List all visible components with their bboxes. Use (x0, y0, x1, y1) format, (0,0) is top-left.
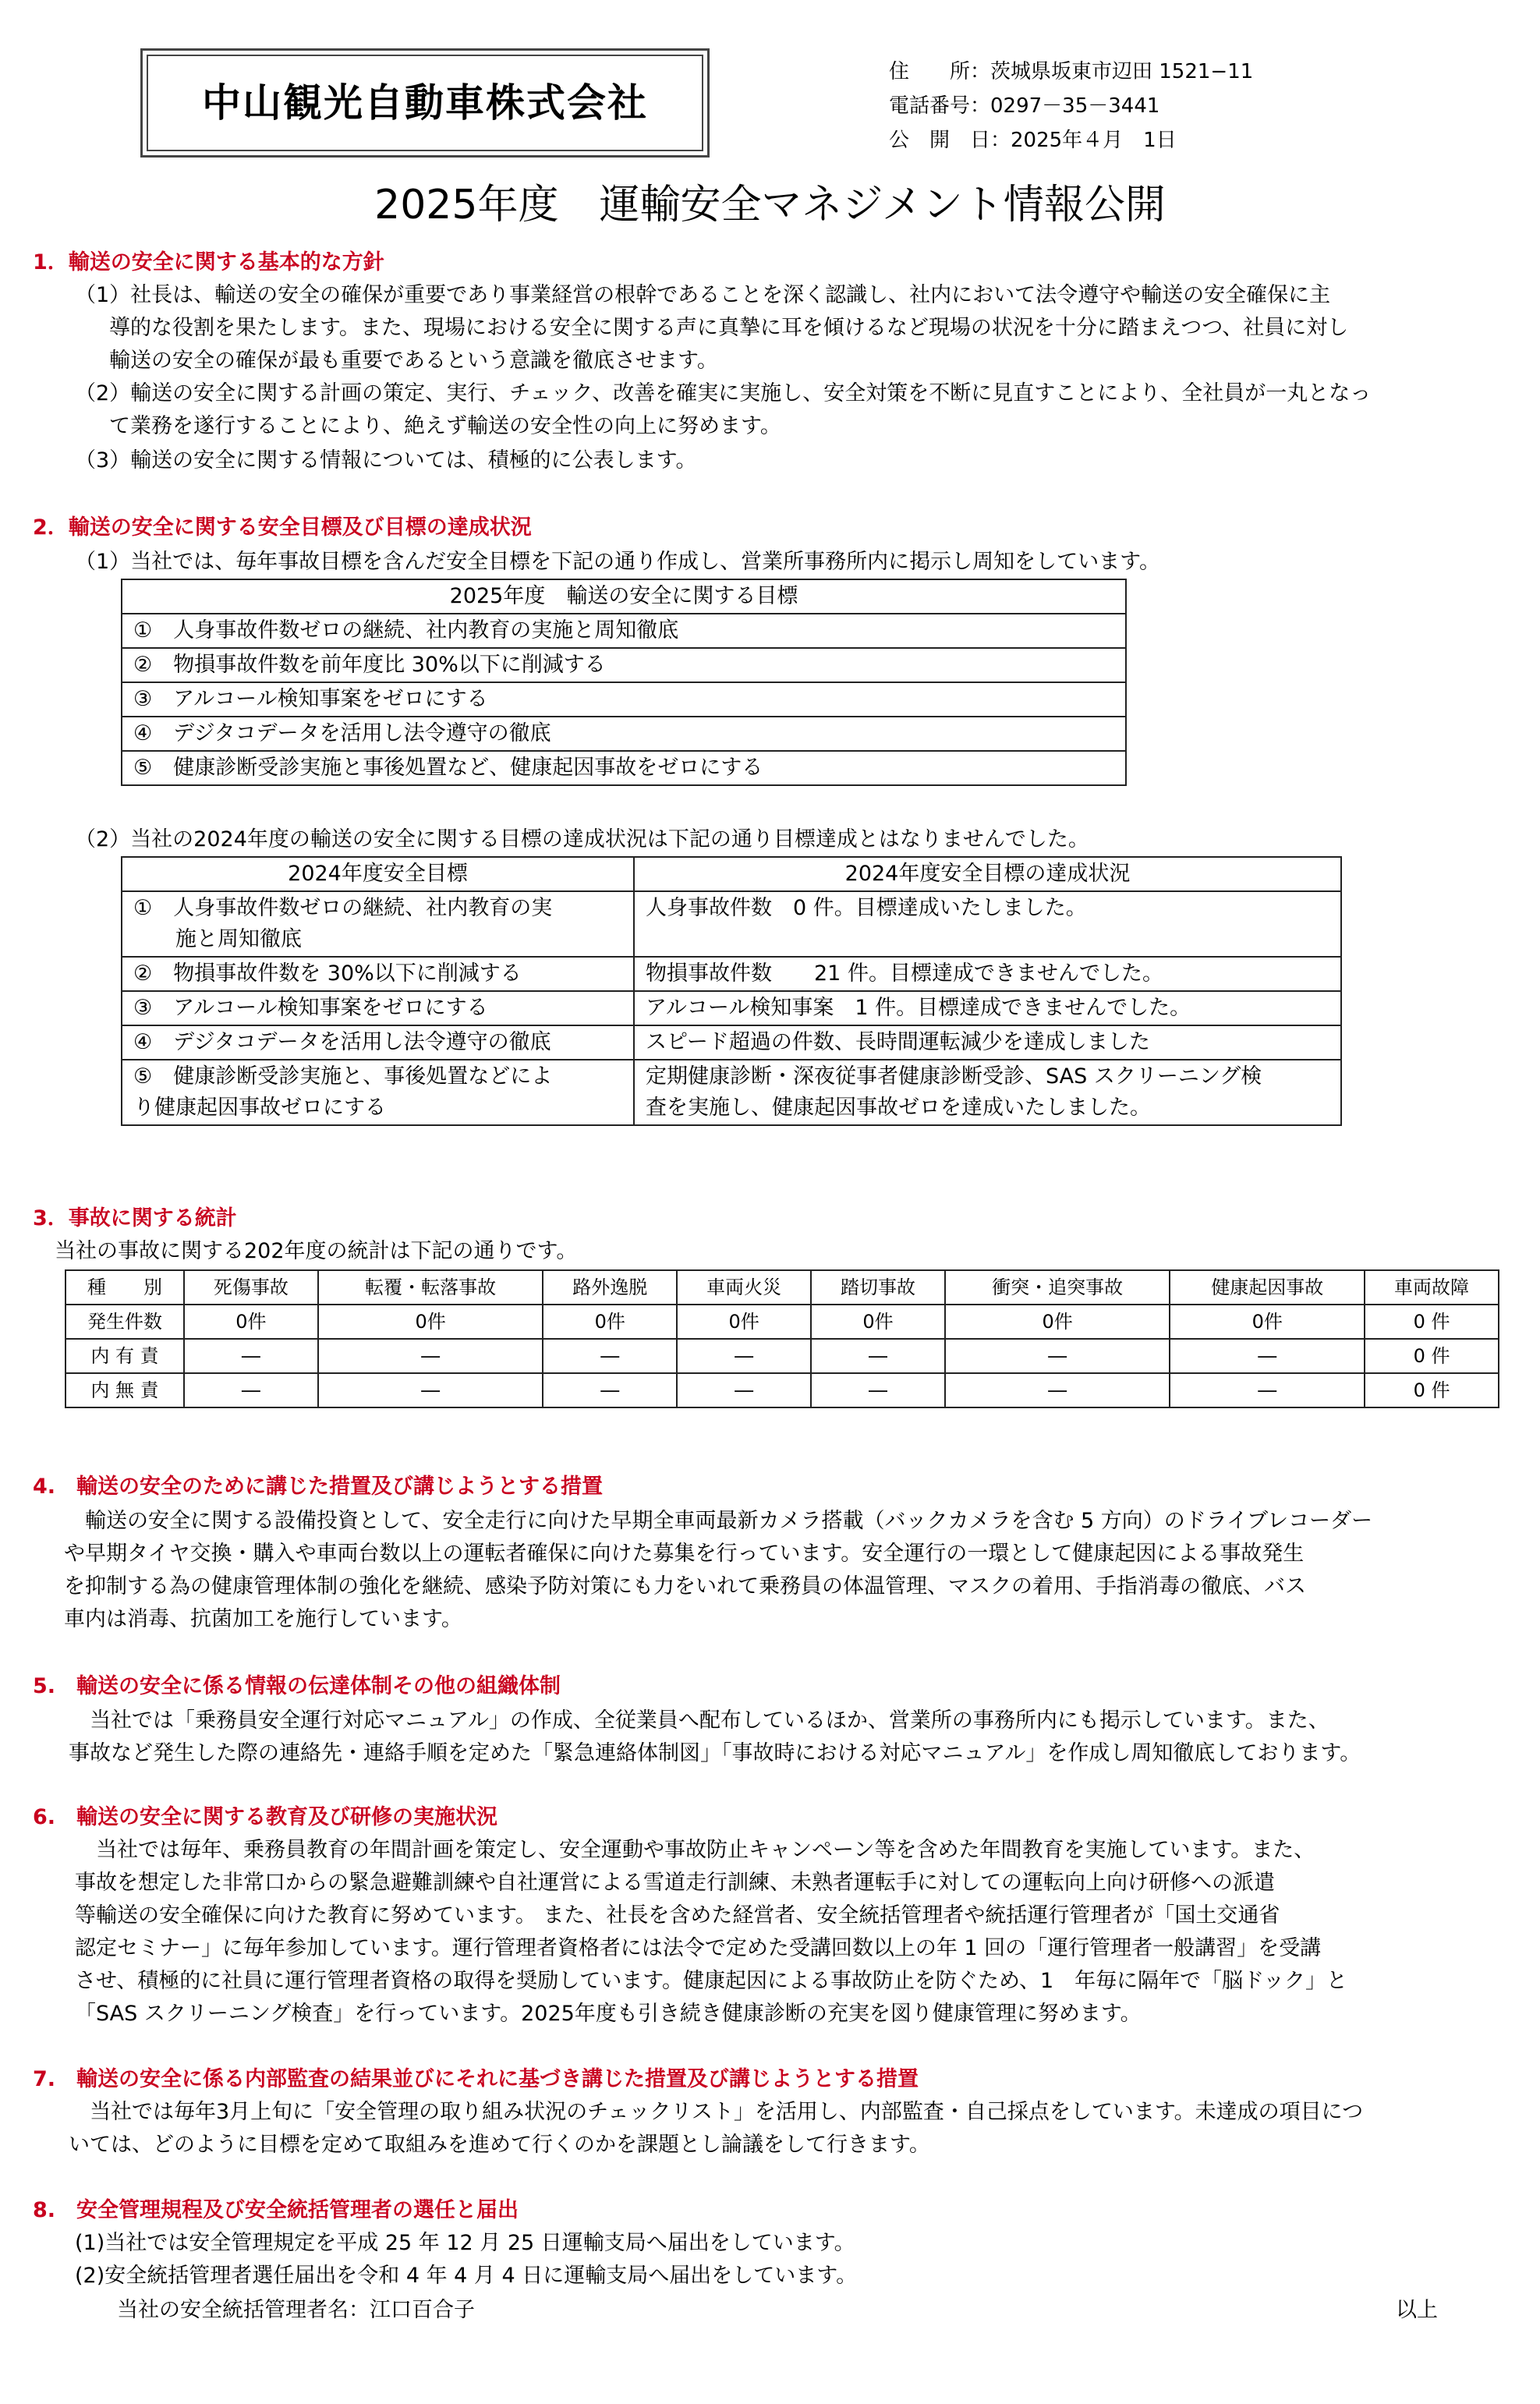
status-result-text: 定期健康診断・深夜従事者健康診断受診、SAS スクリーニング検 (646, 1064, 1262, 1089)
s2-intro-1: （1）当社では、毎年事故目標を含んだ安全目標を下記の通り作成し、営業所事務所内に掲示し周知をしています。 (75, 550, 1161, 574)
s4-line: を抑制する為の健康管理体制の強化を継続、感染予防対策にも力をいれて乗務員の体温管理、マスクの着用、手指消毒の徹底、バス (64, 1574, 1306, 1599)
stats-cell: ― (945, 1339, 1170, 1373)
closing-mark: 以上 (1396, 2298, 1438, 2322)
goals-table-header: 2025年度 輸送の安全に関する目標 (122, 579, 1126, 614)
stats-col-header: 死傷事故 (184, 1270, 318, 1305)
section-3-heading: 3．事故に関する統計 (33, 1206, 237, 1230)
s8-line: (1)当社では安全管理規定を平成 25 年 12 月 25 日運輸支局へ届出をしています。 (75, 2231, 855, 2255)
stats-cell: 発生件数 (65, 1305, 184, 1339)
goal-row: ④ デジタコデータを活用し法令遵守の徹底 (122, 717, 1126, 751)
status-header-result: 2024年度安全目標の達成状況 (634, 857, 1341, 891)
s6-line: 「SAS スクリーニング検査」を行っています。2025年度も引き続き健康診断の充実を図り健康管理に努めます。 (75, 2002, 1142, 2026)
status-goal-text: 施と周知徹底 (133, 927, 302, 951)
s6-line: 等輸送の安全確保に向けた教育に努めています。 また、社長を含めた経営者、安全統括管理者や統括運行管理者が「国土交通省 (75, 1903, 1280, 1928)
s7-line: 当社では毎年3月上旬に「安全管理の取り組み状況のチェックリスト」を活用し、内部監査・自己採点をしています。未達成の項目につ (69, 2100, 1364, 2124)
stats-cell: ― (811, 1339, 945, 1373)
status-goal-text: ① 人身事故件数ゼロの継続、社内教育の実 (133, 896, 553, 920)
s6-line: 当社では毎年、乗務員教育の年間計画を策定し、安全運動や事故防止キャンペーン等を含めた年間教育を実施しています。また、 (75, 1838, 1315, 1862)
goal-row: ⑤ 健康診断受診実施と事後処置など、健康起因事故をゼロにする (122, 751, 1126, 785)
stats-cell: 0 件 (1365, 1339, 1499, 1373)
section-2-heading: 2．輸送の安全に関する安全目標及び目標の達成状況 (33, 515, 532, 540)
stats-col-header: 健康起因事故 (1170, 1270, 1365, 1305)
status-row (122, 891, 1341, 957)
s1-line: 輸送の安全の確保が最も重要であるという意識を徹底させます。 (109, 349, 718, 373)
section-6-heading: 6. 輸送の安全に関する教育及び研修の実施状況 (33, 1805, 498, 1829)
stats-cell: ― (945, 1373, 1170, 1407)
status-goal-text: ④ デジタコデータを活用し法令遵守の徹底 (122, 1025, 634, 1060)
stats-col-header: 種 別 (65, 1270, 184, 1305)
stats-row (65, 1373, 1499, 1407)
header-info (889, 55, 1253, 158)
section-7-heading: 7. 輸送の安全に係る内部監査の結果並びにそれに基づき講じた措置及び講じようとする措置 (33, 2067, 919, 2091)
section-8-heading: 8. 安全管理規程及び安全統括管理者の選任と届出 (33, 2198, 519, 2222)
stats-col-header: 踏切事故 (811, 1270, 945, 1305)
s5-line: 事故など発生した際の連絡先・連絡手順を定めた「緊急連絡体制図」「事故時における対応マニュアル」を作成し周知徹底しております。 (69, 1741, 1361, 1765)
s1-line: （1）社長は、輸送の安全の確保が重要であり事業経営の根幹であることを深く認識し、社内において法令遵守や輸送の安全確保に主 (75, 283, 1331, 307)
stats-cell: ― (318, 1339, 543, 1373)
status-goal-text: ② 物損事故件数を 30%以下に削減する (122, 957, 634, 991)
s1-line: （2）輸送の安全に関する計画の策定、実行、チェック、改善を確実に実施し、安全対策を不断に見直すことにより、全社員が一丸となっ (75, 381, 1372, 405)
section-4-heading: 4. 輸送の安全のために講じた措置及び講じようとする措置 (33, 1475, 604, 1499)
stats-cell: 0 件 (1365, 1305, 1499, 1339)
section-1-heading: 1．輸送の安全に関する基本的な方針 (33, 250, 384, 274)
status-result-text: スピード超過の件数、長時間運転減少を達成しました (634, 1025, 1341, 1060)
goal-row: ① 人身事故件数ゼロの継続、社内教育の実施と周知徹底 (122, 614, 1126, 648)
stats-cell: ― (1170, 1339, 1365, 1373)
stats-cell: ― (543, 1373, 677, 1407)
s6-line: 事故を想定した非常口からの緊急避難訓練や自社運営による雪道走行訓練、未熟者運転手に対しての運転向上向け研修への派遣 (75, 1871, 1275, 1895)
s1-line: て業務を遂行することにより、絶えず輸送の安全性の向上に努めます。 (109, 414, 781, 438)
address-line: 住 所：茨城県坂東市辺田 1521−11 (889, 60, 1254, 83)
accident-statistics-table (65, 1269, 1499, 1408)
status-row (122, 1060, 1341, 1125)
stats-col-header: 車両故障 (1365, 1270, 1499, 1305)
stats-cell: 0件 (811, 1305, 945, 1339)
goals-2024-status-table (121, 856, 1342, 1126)
stats-cell: ― (1170, 1373, 1365, 1407)
company-name-box (140, 48, 710, 158)
stats-col-header: 路外逸脱 (543, 1270, 677, 1305)
status-goal-text: り健康起因事故ゼロにする (133, 1096, 386, 1120)
status-header-goal: 2024年度安全目標 (122, 857, 634, 891)
stats-col-header: 転覆・転落事故 (318, 1270, 543, 1305)
stats-cell: ― (543, 1339, 677, 1373)
s4-line: や早期タイヤ交換・購入や車両台数以上の運転者確保に向けた募集を行っています。安全運行の一環として健康起因による事故発生 (64, 1542, 1305, 1566)
status-result-text: 物損事故件数 21 件。目標達成できませんでした。 (634, 957, 1341, 991)
status-result-text: 人身事故件数 0 件。目標達成いたしました。 (646, 896, 1087, 920)
section-5-heading: 5. 輸送の安全に係る情報の伝達体制その他の組織体制 (33, 1674, 561, 1698)
s6-line: させ、積極的に社員に運行管理者資格の取得を奨励しています。健康起因による事故防止を防ぐため、1 年毎に隔年で「脳ドック」と (75, 1969, 1348, 1993)
stats-cell: ― (318, 1373, 543, 1407)
stats-cell: 0件 (677, 1305, 811, 1339)
stats-cell: 0件 (945, 1305, 1170, 1339)
status-row (122, 957, 1341, 991)
stats-col-header: 衝突・追突事故 (945, 1270, 1170, 1305)
stats-cell: ― (184, 1373, 318, 1407)
s7-line: いては、どのように目標を定めて取組みを進めて行くのかを課題とし論議をして行きます。 (69, 2133, 930, 2157)
stats-cell: 0件 (1170, 1305, 1365, 1339)
stats-cell: ― (811, 1373, 945, 1407)
s5-line: 当社では「乗務員安全運行対応マニュアル」の作成、全従業員へ配布しているほか、営業所の事務所内にも掲示しています。また、 (69, 1708, 1329, 1733)
status-row (122, 991, 1341, 1025)
s4-line: 輸送の安全に関する設備投資として、安全走行に向けた早期全車両最新カメラ搭載（バックカメラを含む 5 方向）のドライブレコーダー (64, 1509, 1373, 1533)
status-row (122, 1025, 1341, 1060)
safety-manager-name: 当社の安全統括管理者名：江口百合子 (117, 2298, 475, 2322)
s1-line: （3）輸送の安全に関する情報については、積極的に公表します。 (75, 448, 697, 473)
stats-cell: ― (677, 1373, 811, 1407)
s3-intro: 当社の事故に関する202年度の統計は下記の通りです。 (55, 1239, 578, 1263)
stats-cell: 0件 (543, 1305, 677, 1339)
stats-cell: 0 件 (1365, 1373, 1499, 1407)
status-result-text: アルコール検知事案 1 件。目標達成できませんでした。 (634, 991, 1341, 1025)
stats-cell: 0件 (184, 1305, 318, 1339)
goal-row: ③ アルコール検知事案をゼロにする (122, 682, 1126, 717)
stats-cell: 内 有 責 (65, 1339, 184, 1373)
s4-line: 車内は消毒、抗菌加工を施行しています。 (64, 1607, 462, 1631)
stats-cell: 0件 (318, 1305, 543, 1339)
s1-line: 導的な役割を果たします。また、現場における安全に関する声に真摯に耳を傾けるなど現場の状況を十分に踏まえつつ、社員に対し (109, 316, 1349, 340)
stats-col-header: 車両火災 (677, 1270, 811, 1305)
s6-line: 認定セミナー」に毎年参加しています。運行管理者資格者には法令で定めた受講回数以上の年 1 回の「運行管理者一般講習」を受講 (75, 1936, 1322, 1960)
s8-line: (2)安全統括管理者選任届出を令和 4 年 4 月 4 日に運輸支局へ届出をしています。 (75, 2264, 858, 2288)
status-goal-text: ③ アルコール検知事案をゼロにする (122, 991, 634, 1025)
goals-2025-table (121, 579, 1127, 786)
status-goal-text: ⑤ 健康診断受診実施と、事後処置などによ (133, 1064, 553, 1089)
goal-row: ② 物損事故件数を前年度比 30%以下に削減する (122, 648, 1126, 682)
stats-cell: ― (184, 1339, 318, 1373)
stats-row (65, 1339, 1499, 1373)
page-title: 2025年度 運輸安全マネジメント情報公開 (374, 182, 1166, 228)
stats-cell: 内 無 責 (65, 1373, 184, 1407)
stats-header-row (65, 1270, 1499, 1305)
publish-date-line: 公 開 日：2025年４月 1日 (889, 129, 1177, 152)
phone-line: 電話番号：0297－35－3441 (889, 94, 1160, 118)
status-result-text: 査を実施し、健康起因事故ゼロを達成いたしました。 (646, 1096, 1151, 1120)
company-name: 中山観光自動車株式会社 (202, 80, 648, 126)
s2-intro-2: （2）当社の2024年度の輸送の安全に関する目標の達成状況は下記の通り目標達成とはなりませんでした。 (75, 827, 1089, 851)
stats-cell: ― (677, 1339, 811, 1373)
stats-row (65, 1305, 1499, 1339)
